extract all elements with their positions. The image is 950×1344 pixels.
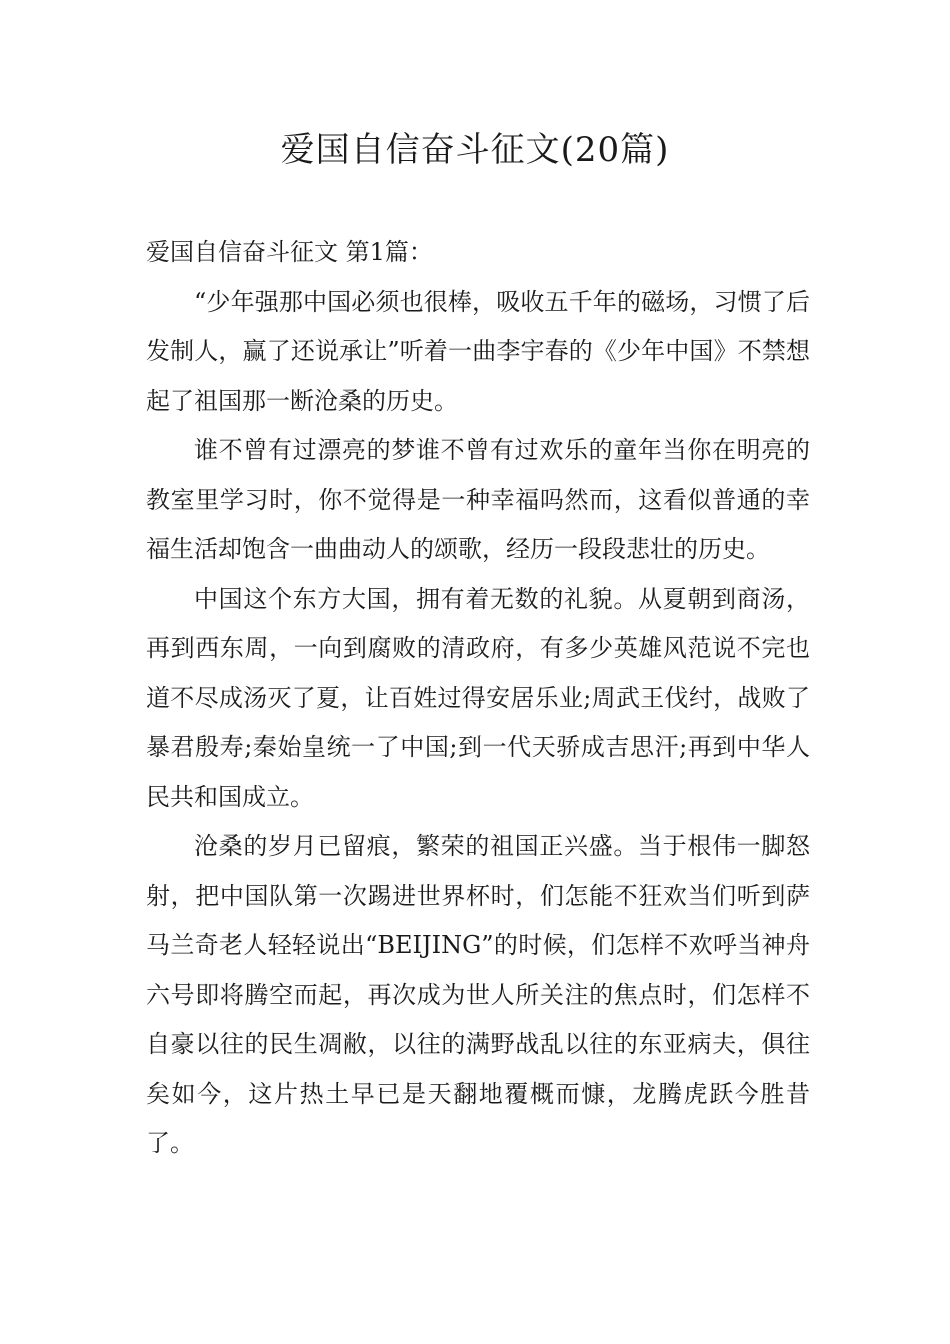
paragraph-3: 中国这个东方大国，拥有着无数的礼貌。从夏朝到商汤，再到西东周，一向到腐败的清政府，有多少英雄风范说不完也道不尽成汤灭了夏，让百姓过得安居乐业;周武王伐纣，战败了暴君殷寿;秦始皇统一了中国;到一代天骄成吉思汗;再到中华人民共和国成立。 bbox=[146, 584, 810, 811]
section-heading: 爱国自信奋斗征文 第1篇： bbox=[146, 238, 433, 266]
document-title: 爱国自信奋斗征文(20篇) bbox=[280, 130, 670, 170]
document-body bbox=[146, 228, 810, 1169]
paragraph-4: 沧桑的岁月已留痕，繁荣的祖国正兴盛。当于根伟一脚怒射，把中国队第一次踢进世界杯时，们怎能不狂欢当们听到萨马兰奇老人轻轻说出“BEIJING”的时候，们怎样不欢呼当神舟六号即将腾空而起，再次成为世人所关注的焦点时，们怎样不自豪以往的民生凋敝，以往的满野战乱以往的东亚病夫，俱往矣如今，这片热土早已是天翻地覆概而慷，龙腾虎跃今胜昔了。 bbox=[146, 832, 810, 1157]
paragraph-1: “少年强那中国必须也很棒，吸收五千年的磁场，习惯了后发制人，赢了还说承让”听着一曲李宇春的《少年中国》不禁想起了祖国那一断沧桑的历史。 bbox=[146, 287, 810, 415]
paragraph-2: 谁不曾有过漂亮的梦谁不曾有过欢乐的童年当你在明亮的教室里学习时，你不觉得是一种幸福吗然而，这看似普通的幸福生活却饱含一曲曲动人的颂歌，经历一段段悲壮的历史。 bbox=[146, 436, 810, 563]
